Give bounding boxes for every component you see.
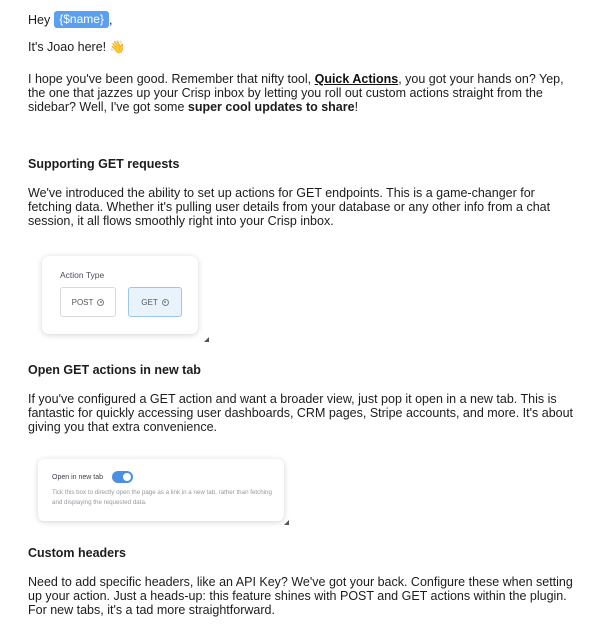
option-get-label: GET (141, 297, 158, 307)
option-post[interactable] (60, 287, 116, 317)
new-tab-label: Open in new tab (52, 474, 103, 481)
action-type-title: Action Type (60, 270, 105, 280)
intro-line: It's Joao here! 👋 (28, 40, 126, 54)
quick-actions-link[interactable]: Quick Actions (314, 72, 399, 86)
radio-icon (162, 299, 169, 306)
intro-bold-text: super cool updates to share (187, 100, 355, 114)
name-variable-tag: {$name} (54, 11, 109, 28)
section-body-new-tab: If you've configured a GET action and want a broader view, just pop it open in a new tab. This is fantastic for quickly accessing user dashboards, CRM pages, Stripe accounts, and more. It's about giving you that extra convenience. (28, 392, 574, 434)
action-type-screenshot (42, 256, 198, 334)
greeting-hey: Hey (28, 12, 51, 27)
section-body-headers: Need to add specific headers, like an API Key? We've got your back. Configure these when setting up your action. Just a heads-up: this feature shines with POST and GET actions within the plugin. For new tabs, it's a tad more straightforward. (28, 575, 573, 617)
intro-text-b: , you got your hands on? Yep, the one that jazzes up your Crisp inbox by letting you roll out custom actions straight from the sidebar? Well, I've got some (28, 72, 564, 114)
intro-paragraph (28, 72, 576, 114)
option-post-label: POST (71, 297, 94, 307)
option-get[interactable] (128, 287, 182, 317)
intro-text-a: I hope you've been good. Remember that nifty tool, (28, 72, 315, 86)
intro-text-c: ! (354, 100, 359, 114)
resize-handle-icon[interactable] (204, 337, 209, 342)
radio-icon (97, 299, 104, 306)
new-tab-help-text: Tick this box to directly open the page as a link in a new tab, rather than fetching and displaying the requested data. (52, 489, 272, 506)
section-heading-get: Supporting GET requests (28, 157, 180, 171)
new-tab-toggle[interactable] (112, 471, 133, 483)
section-heading-headers: Custom headers (28, 546, 126, 560)
greeting-line (28, 11, 576, 28)
resize-handle-icon[interactable] (284, 520, 289, 525)
section-body-get: We've introduced the ability to set up actions for GET endpoints. This is a game-changer for fetching data. Whether it's pulling user details from your database or any other info from a chat session, it all flows smoothly right into your Crisp inbox. (28, 186, 551, 228)
greeting-comma: , (108, 12, 113, 27)
new-tab-screenshot (38, 459, 284, 521)
section-heading-new-tab: Open GET actions in new tab (28, 363, 201, 377)
